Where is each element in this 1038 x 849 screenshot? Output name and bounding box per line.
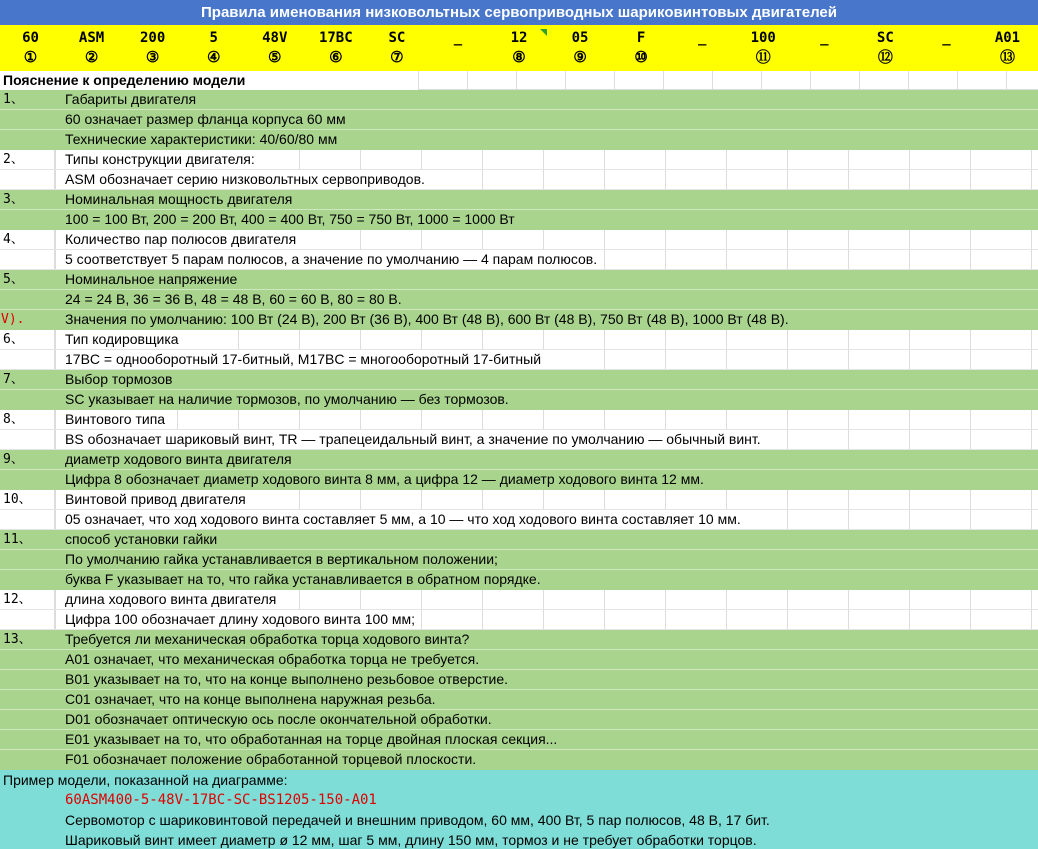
segment-number-badge: ① (23, 49, 38, 66)
row-number: 2、 (3, 152, 24, 167)
model-code-segment (733, 25, 794, 71)
segment-number-badge: ④ (206, 49, 221, 66)
model-code-segment (550, 25, 611, 71)
explanation-row-line (0, 210, 1038, 230)
explanation-row-line (0, 490, 1038, 510)
row-text: Технические характеристики: 40/60/80 мм (65, 131, 338, 147)
segment-code: ASM (78, 30, 105, 46)
segment-number-badge: ⑦ (390, 49, 404, 66)
row-number: 1、 (3, 92, 24, 107)
row-text: SC указывает на наличие тормозов, по умолчанию — без тормозов. (65, 391, 509, 407)
explanation-row-line (0, 190, 1038, 210)
explanation-row-line (0, 230, 1038, 250)
row-text: способ установки гайки (65, 531, 218, 547)
explanation-row-line (0, 350, 1038, 370)
segment-code: 12 (510, 30, 528, 46)
explanation-row-line (0, 170, 1038, 190)
segment-code: 60 (22, 30, 39, 46)
row-number: 6、 (3, 332, 24, 347)
segment-number-badge: ⑬ (999, 49, 1015, 66)
model-code-segment (855, 25, 916, 71)
explanation-rows (0, 90, 1038, 770)
segment-number-badge: ⑥ (329, 49, 343, 66)
explanation-row-line (0, 370, 1038, 390)
explanation-row-line (0, 470, 1038, 490)
row-text: Цифра 8 обозначает диаметр ходового винта 8 мм, а цифра 12 — диаметр ходового винта 12 мм. (65, 471, 704, 487)
row-text: Требуется ли механическая обработка торца ходового винта? (65, 631, 470, 647)
model-code-segment (305, 25, 366, 71)
segment-number-badge (794, 49, 855, 71)
row-text: ASM обозначает серию низковольтных сервоприводов. (65, 170, 429, 189)
row-text: Цифра 100 обозначает длину ходового винта 100 мм; (65, 610, 419, 629)
explanation-row-line (0, 650, 1038, 670)
model-code-segment (366, 25, 427, 71)
segment-number-badge: ⑤ (268, 49, 282, 66)
row-text: Тип кодировщика (65, 330, 183, 349)
explanation-header-text: Пояснение к определению модели (3, 72, 246, 88)
explanation-row-line (0, 390, 1038, 410)
row-text: буква F указывает на то, что гайка устанавливается в обратном порядке. (65, 571, 541, 587)
explanation-header (0, 71, 1038, 90)
row-number: 13、 (3, 632, 32, 647)
comment-marker-icon (540, 29, 547, 36)
explanation-row-line (0, 330, 1038, 350)
row-number: 9、 (3, 452, 24, 467)
row-text: C01 означает, что на конце выполнена наружная резьба. (65, 691, 436, 707)
row-text: Винтового типа (65, 410, 169, 429)
explanation-row-line (0, 130, 1038, 150)
explanation-row-line (0, 510, 1038, 530)
model-code-segment (488, 25, 549, 71)
row-text: Номинальное напряжение (65, 271, 238, 287)
row-number: 10、 (3, 492, 32, 507)
explanation-row-line (0, 530, 1038, 550)
row-text: A01 означает, что механическая обработка торца не требуется. (65, 651, 480, 667)
segment-number-badge: ② (84, 49, 99, 66)
row-text: Количество пар полюсов двигателя (65, 230, 300, 249)
row-text: 24 = 24 В, 36 = 36 В, 48 = 48 В, 60 = 60 В, 80 = 80 В. (65, 291, 402, 307)
row-text: По умолчанию гайка устанавливается в вертикальном положении; (65, 551, 498, 567)
segment-code: 200 (139, 30, 166, 46)
segment-number-badge (427, 49, 488, 71)
segment-number-badge (672, 49, 733, 71)
explanation-row-line (0, 410, 1038, 430)
explanation-row-line (0, 730, 1038, 750)
row-number: 7、 (3, 372, 24, 387)
row-text: BS обозначает шариковый винт, TR — трапецеидальный винт, а значение по умолчанию — обычный винт. (65, 430, 765, 449)
example-section (0, 770, 1038, 849)
segment-code: _ (453, 30, 463, 46)
explanation-row-line (0, 750, 1038, 770)
segment-code: _ (697, 30, 707, 46)
explanation-row-line (0, 630, 1038, 650)
segment-number-badge (916, 49, 977, 71)
explanation-row-line (0, 90, 1038, 110)
segment-code: 05 (571, 30, 589, 46)
explanation-row-line (0, 250, 1038, 270)
row-text: E01 указывает на то, что обработанная на торце двойная плоская секция... (65, 731, 558, 747)
segment-code: 5 (209, 30, 218, 46)
segment-number-badge: ⑨ (573, 49, 587, 66)
row-text: Винтовой привод двигателя (65, 490, 250, 509)
segment-number-badge: ③ (145, 49, 160, 66)
row-text: Номинальная мощность двигателя (65, 191, 293, 207)
page-title-text: Правила именования низковольтных сервоприводных шариковинтовых двигателей (201, 4, 837, 21)
model-code-segment (427, 25, 488, 71)
segment-code: _ (942, 30, 951, 46)
row-number: 4、 (3, 232, 24, 247)
row-number: 3、 (3, 192, 24, 207)
segment-number-badge: ⑪ (755, 49, 771, 66)
model-code-segment (244, 25, 305, 71)
row-text: 05 означает, что ход ходового винта составляет 5 мм, а 10 — что ход ходового винта составляет 10 мм. (65, 510, 745, 529)
row-text: длина ходового винта двигателя (65, 590, 280, 609)
segment-code: A01 (994, 30, 1021, 46)
model-code-segment (794, 25, 855, 71)
row-text: Габариты двигателя (65, 91, 197, 107)
example-model-code: 60ASM400-5-48V-17BC-SC-BS1205-150-A01 (65, 792, 377, 808)
model-code-segment (916, 25, 977, 71)
row-number: 12、 (3, 592, 32, 607)
row-text: 17BC = однооборотный 17-битный, M17BC = многооборотный 17-битный (65, 350, 545, 369)
segment-number-badge: ⑧ (512, 49, 526, 66)
row-number: 5、 (3, 272, 24, 287)
row-text: 5 соответствует 5 парам полюсов, а значение по умолчанию — 4 парам полюсов. (65, 250, 601, 269)
explanation-row-line (0, 610, 1038, 630)
explanation-row-line (0, 270, 1038, 290)
explanation-row-line (0, 550, 1038, 570)
segment-number-badge: ⑫ (877, 49, 893, 66)
row-text: Типы конструкции двигателя: (65, 150, 259, 169)
segment-code: 100 (750, 30, 776, 46)
row-number: 11、 (3, 532, 32, 547)
explanation-row-line (0, 590, 1038, 610)
row-text: F01 обозначает положение обработанной торцевой плоскости. (65, 751, 477, 767)
explanation-row-line (0, 310, 1038, 330)
row-number: 8、 (3, 412, 24, 427)
row-text: B01 указывает на то, что на конце выполнено резьбовое отверстие. (65, 671, 509, 687)
explanation-row-line (0, 690, 1038, 710)
model-code-segment (672, 25, 733, 71)
segment-code: 48V (262, 30, 288, 46)
grid-lines (418, 71, 1038, 90)
example-description-1: Сервомотор с шариковинтовой передачей и внешним приводом, 60 мм, 400 Вт, 5 пар полюсов, 48 В, 17 бит. (65, 812, 770, 828)
example-title: Пример модели, показанной на диаграмме: (3, 772, 288, 788)
explanation-row-line (0, 450, 1038, 470)
row-text: 100 = 100 Вт, 200 = 200 Вт, 400 = 400 Вт, 750 = 750 Вт, 1000 = 1000 Вт (65, 211, 515, 227)
overflow-side-note: V). (1, 312, 25, 327)
explanation-row-line (0, 150, 1038, 170)
example-description-2: Шариковый винт имеет диаметр ø 12 мм, шаг 5 мм, длину 150 мм, тормоз и не требует обработки торцов. (65, 832, 757, 848)
row-text: диаметр ходового винта двигателя (65, 451, 292, 467)
explanation-row-line (0, 570, 1038, 590)
row-text: 60 означает размер фланца корпуса 60 мм (65, 111, 346, 127)
explanation-row-line (0, 670, 1038, 690)
row-text: D01 обозначает оптическую ось после окончательной обработки. (65, 711, 492, 727)
segment-code: 17BC (318, 30, 353, 46)
model-code-segment (977, 25, 1038, 71)
segment-code: _ (820, 30, 829, 46)
row-text: Значения по умолчанию: 100 Вт (24 В), 200 Вт (36 В), 400 Вт (48 В), 600 Вт (48 В), 750 Вт (48 В), 1000 Вт (48 В). (65, 311, 789, 327)
page-title (0, 0, 1038, 25)
model-code-segment (183, 25, 244, 71)
segment-code: SC (876, 30, 894, 46)
explanation-row-line (0, 430, 1038, 450)
model-code-band (0, 25, 1038, 71)
explanation-row-line (0, 710, 1038, 730)
row-text: Выбор тормозов (65, 371, 173, 387)
segment-number-badge: ⑩ (634, 49, 648, 66)
explanation-row-line (0, 110, 1038, 130)
model-code-segment (61, 25, 122, 71)
model-code-segment (0, 25, 61, 71)
model-code-segment (611, 25, 672, 71)
segment-code: SC (388, 30, 406, 46)
segment-code: F (636, 30, 646, 46)
explanation-row-line (0, 290, 1038, 310)
model-code-segment (122, 25, 183, 71)
